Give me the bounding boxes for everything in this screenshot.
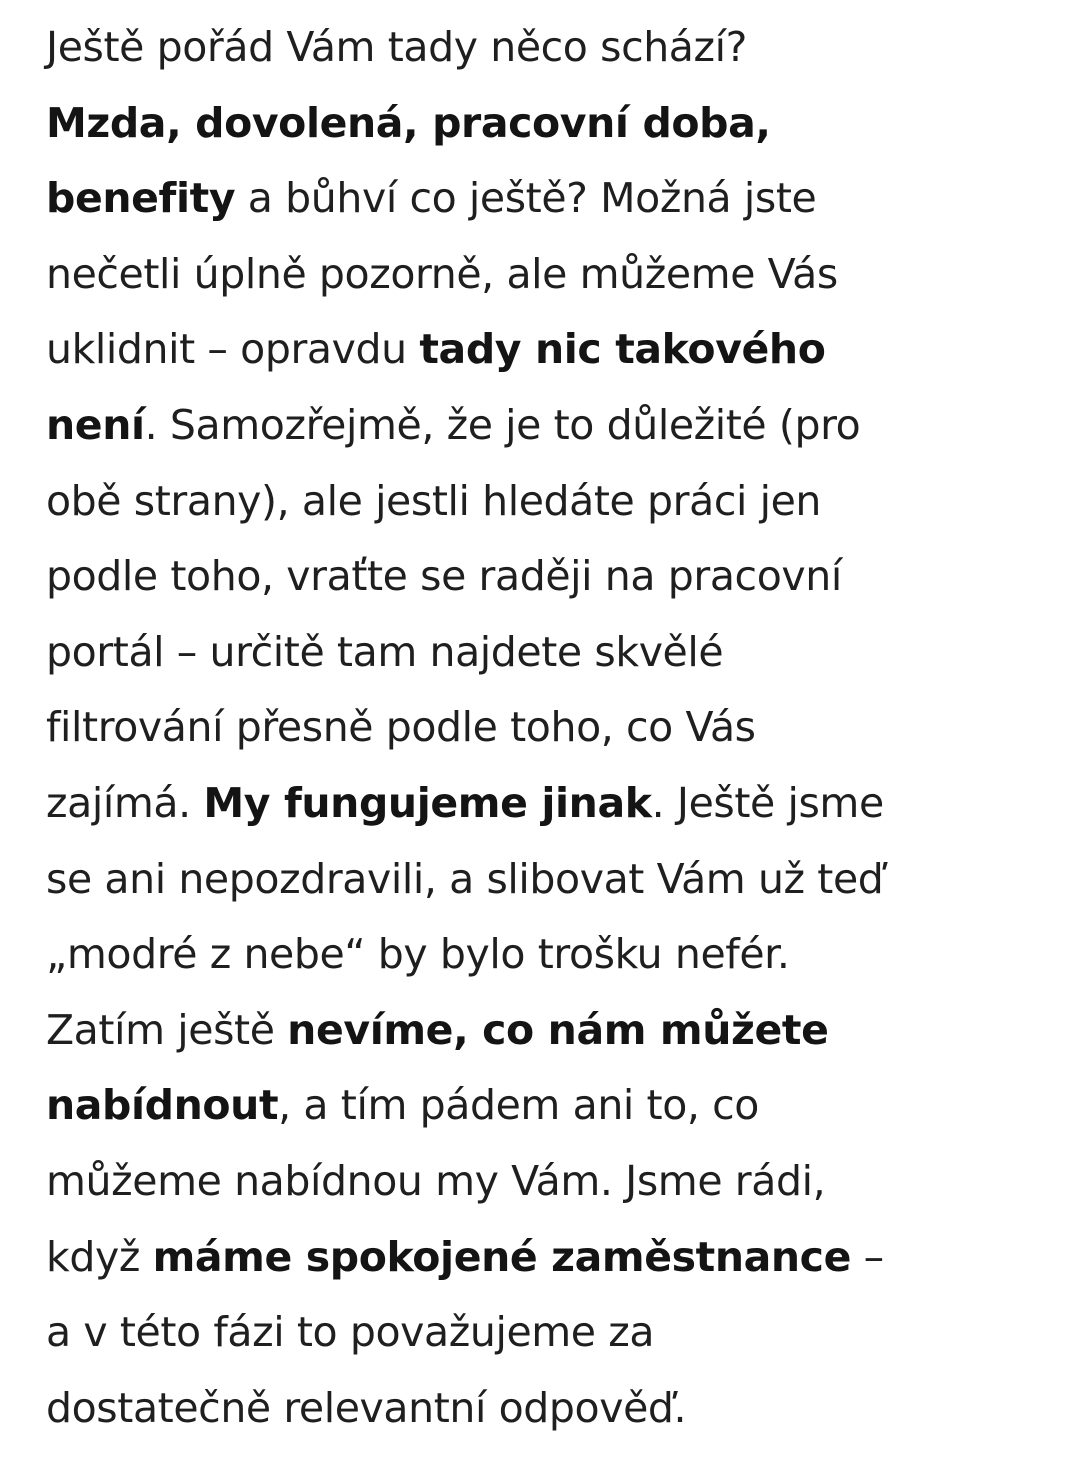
text-line-3	[46, 161, 1046, 237]
text-run: –	[851, 1232, 884, 1281]
text-line-2	[46, 86, 1046, 162]
text-line-12	[46, 842, 1046, 918]
text-line-14	[46, 993, 1046, 1069]
text-line-13	[46, 917, 1046, 993]
text-line-18	[46, 1295, 1046, 1371]
text-run: obě strany), ale jestli hledáte práci jen	[46, 476, 821, 525]
text-run: . Samozřejmě, že je to důležité (pro	[144, 400, 861, 449]
text-run: a bůhví co ještě? Možná jste	[235, 174, 817, 223]
text-line-9	[46, 615, 1046, 691]
text-line-4	[46, 237, 1046, 313]
text-line-17	[46, 1220, 1046, 1296]
text-line-7	[46, 464, 1046, 540]
bold-text-run: benefity	[46, 174, 236, 223]
text-line-19	[46, 1371, 1046, 1447]
text-line-15	[46, 1068, 1046, 1144]
text-run: portál – určitě tam najdete skvělé	[46, 627, 724, 676]
bold-text-run: My fungujeme jinak	[203, 778, 652, 827]
text-run: filtrování přesně podle toho, co Vás	[46, 703, 756, 752]
text-run: Ještě pořád Vám tady něco schází?	[46, 23, 747, 71]
article-paragraph	[46, 10, 1046, 1446]
text-run: dostatečně relevantní odpověď.	[46, 1383, 687, 1432]
text-line-16	[46, 1144, 1046, 1220]
text-line-1	[46, 10, 1046, 86]
bold-text-run: máme spokojené zaměstnance	[152, 1232, 851, 1281]
text-run: . Ještě jsme	[651, 778, 884, 827]
text-run: a v této fázi to považujeme za	[46, 1308, 655, 1357]
text-run: , a tím pádem ani to, co	[278, 1081, 759, 1130]
text-line-11	[46, 766, 1046, 842]
bold-text-run: nevíme, co nám můžete	[287, 1005, 829, 1054]
text-line-5	[46, 312, 1046, 388]
text-run: když	[46, 1232, 153, 1281]
text-run: můžeme nabídnou my Vám. Jsme rádi,	[46, 1156, 826, 1205]
text-run: nečetli úplně pozorně, ale můžeme Vás	[46, 249, 838, 298]
text-run: „modré z nebe“ by bylo trošku nefér.	[46, 930, 790, 979]
bold-text-run: tady nic takového	[419, 325, 826, 374]
text-line-6	[46, 388, 1046, 464]
bold-text-run: Mzda, dovolená, pracovní doba,	[46, 98, 771, 147]
text-line-10	[46, 690, 1046, 766]
text-line-8	[46, 539, 1046, 615]
bold-text-run: není	[46, 400, 145, 449]
bold-text-run: nabídnout	[46, 1081, 279, 1130]
text-run: uklidnit – opravdu	[46, 325, 420, 374]
text-run: Zatím ještě	[46, 1005, 288, 1054]
text-run: podle toho, vraťte se raději na pracovní	[46, 552, 842, 601]
text-run: se ani nepozdravili, a slibovat Vám už teď	[46, 854, 884, 903]
text-run: zajímá.	[46, 778, 204, 827]
